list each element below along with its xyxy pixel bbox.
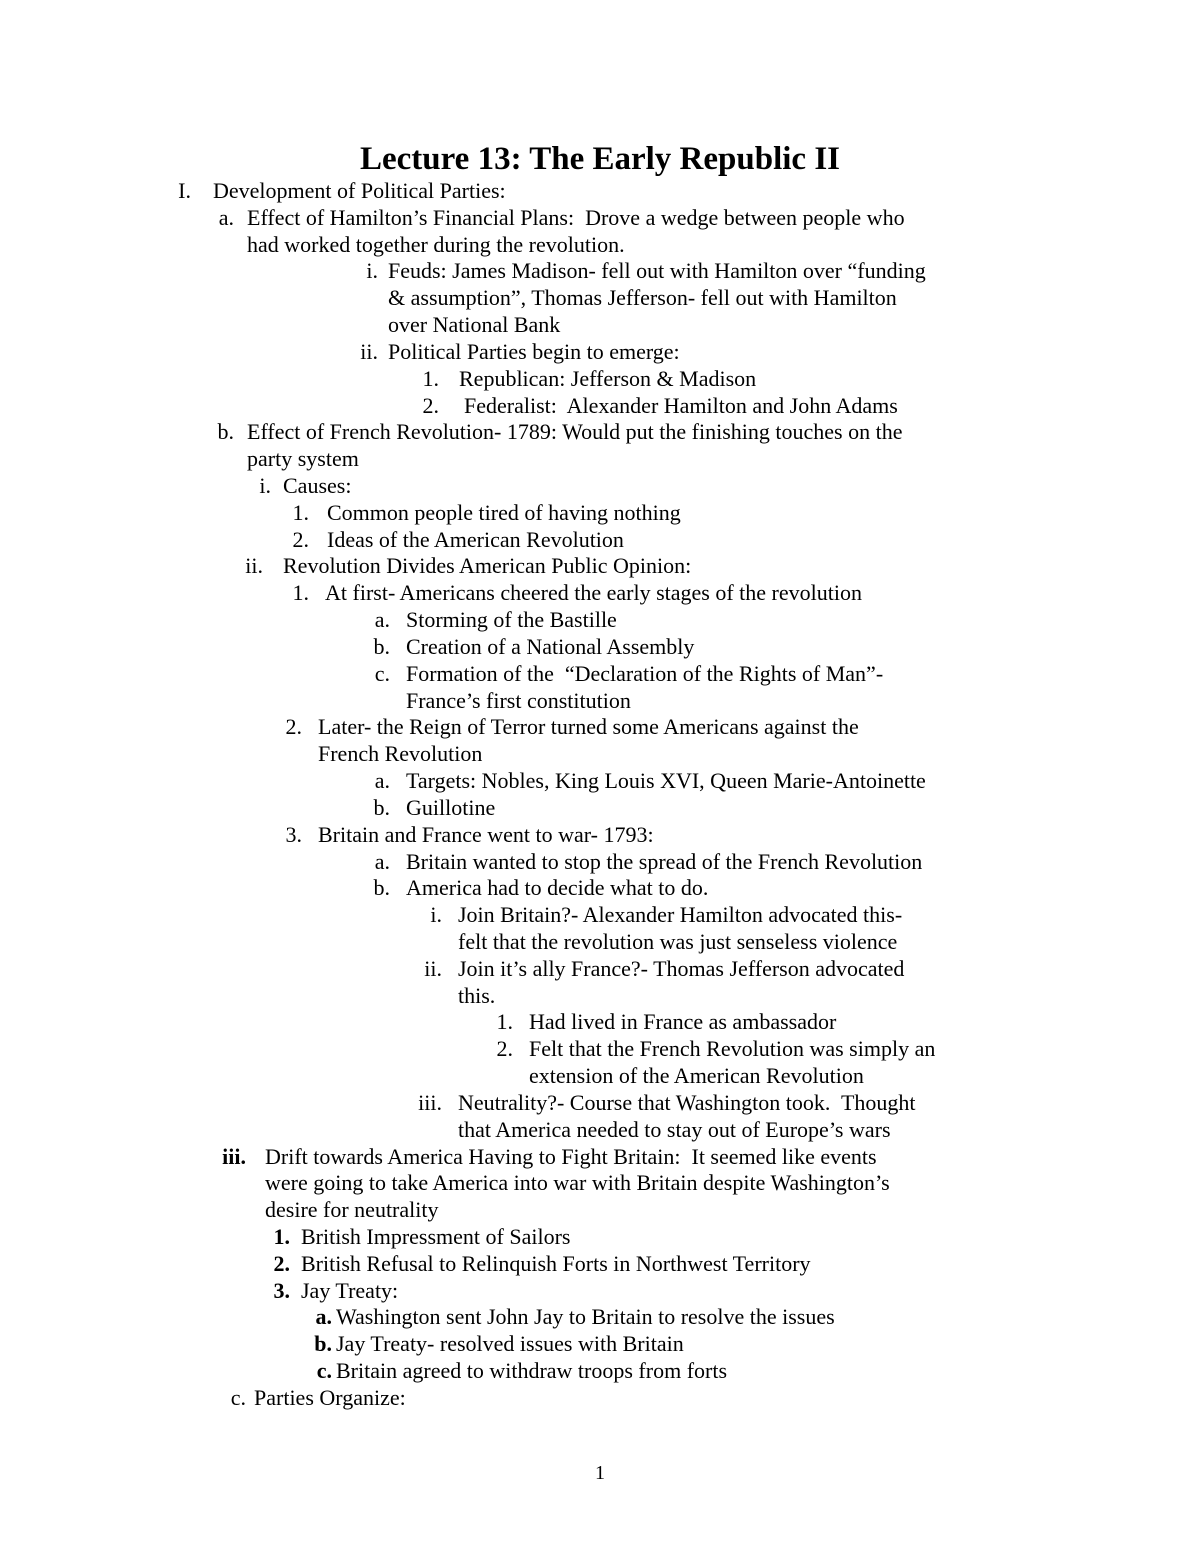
page-title: Lecture 13: The Early Republic II	[359, 141, 841, 177]
outline-text: Washington sent John Jay to Britain to resolve the issues	[336, 1304, 835, 1330]
outline-marker: 2.	[422, 392, 439, 418]
outline-text: Effect of Hamilton’s Financial Plans: Drove a wedge between people who	[247, 204, 905, 230]
outline-marker: 3.	[273, 1277, 290, 1303]
outline-text: Causes:	[283, 473, 352, 499]
outline-marker: 1.	[292, 499, 309, 525]
outline-marker: i.	[259, 473, 271, 499]
outline-text: Political Parties begin to emerge:	[388, 338, 680, 364]
outline-text: over National Bank	[388, 312, 561, 338]
outline-text: Britain wanted to stop the spread of the French Revolution	[406, 848, 923, 874]
outline-marker: 2.	[292, 526, 309, 552]
outline-text: Jay Treaty:	[301, 1277, 399, 1303]
outline-text: & assumption”, Thomas Jefferson- fell out with Hamilton	[388, 285, 897, 311]
outline-text: Creation of a National Assembly	[406, 633, 695, 659]
outline-marker: iii.	[418, 1089, 442, 1115]
outline-text: party system	[247, 446, 359, 472]
outline-marker: ii.	[245, 553, 263, 579]
outline-text: Guillotine	[406, 794, 496, 820]
outline-text: Storming of the Bastille	[406, 607, 617, 633]
outline-marker: ii.	[360, 338, 378, 364]
outline-text: Ideas of the American Revolution	[327, 526, 624, 552]
outline-marker: ii.	[424, 955, 442, 981]
outline-text: Neutrality?- Course that Washington took. Thought	[458, 1089, 916, 1115]
outline-marker: b.	[217, 419, 234, 445]
outline-text: France’s first constitution	[406, 687, 631, 713]
outline-text: Felt that the French Revolution was simply an	[529, 1036, 936, 1062]
outline-text: Republican: Jefferson & Madison	[459, 365, 757, 391]
outline-text: America had to decide what to do.	[406, 875, 709, 901]
outline-marker: i.	[430, 902, 442, 928]
outline-text: Britain agreed to withdraw troops from forts	[336, 1358, 728, 1384]
outline-text: had worked together during the revolution.	[247, 231, 625, 257]
outline-marker: c.	[230, 1384, 246, 1410]
outline-text: Development of Political Parties:	[213, 178, 506, 203]
outline-text: Join Britain?- Alexander Hamilton advocated this-	[458, 902, 903, 928]
outline-marker: a.	[374, 848, 390, 874]
outline-marker: 1.	[273, 1223, 290, 1249]
outline-text: desire for neutrality	[265, 1197, 439, 1223]
outline-marker: b.	[373, 875, 390, 901]
outline-marker: i.	[366, 258, 378, 284]
outline-text: extension of the American Revolution	[529, 1063, 864, 1089]
outline-marker: iii.	[222, 1143, 246, 1169]
outline-marker: 1.	[422, 365, 439, 391]
outline-text: British Refusal to Relinquish Forts in Northwest Territory	[301, 1250, 811, 1276]
outline-text: At first- Americans cheered the early stages of the revolution	[325, 580, 862, 606]
outline-text: Effect of French Revolution- 1789: Would put the finishing touches on the	[247, 419, 903, 445]
outline-text: Parties Organize:	[254, 1384, 406, 1410]
outline-text: Targets: Nobles, King Louis XVI, Queen Marie-Antoinette	[406, 768, 926, 794]
outline-text: British Impressment of Sailors	[301, 1223, 571, 1249]
outline-marker: I.	[178, 178, 191, 203]
outline-text: Had lived in France as ambassador	[529, 1009, 837, 1035]
outline-marker: a.	[315, 1304, 332, 1330]
outline-marker: c.	[316, 1358, 332, 1384]
outline-marker: b.	[314, 1331, 332, 1357]
outline-text: French Revolution	[318, 741, 483, 767]
outline-text: Join it’s ally France?- Thomas Jefferson advocated	[458, 955, 905, 981]
outline-text: Feuds: James Madison- fell out with Hamilton over “funding	[388, 258, 926, 284]
outline-marker: a.	[218, 204, 234, 230]
outline-marker: a.	[374, 607, 390, 633]
outline-text: this.	[458, 982, 496, 1008]
outline-text: Common people tired of having nothing	[327, 499, 681, 525]
outline-text: felt that the revolution was just senseless violence	[458, 928, 898, 954]
outline-text: Federalist: Alexander Hamilton and John Adams	[464, 392, 898, 418]
outline-marker: 1.	[496, 1009, 513, 1035]
outline-marker: 2.	[285, 714, 302, 740]
outline-text: Formation of the “Declaration of the Rights of Man”-	[406, 660, 884, 686]
outline-marker: 1.	[292, 580, 309, 606]
outline-marker: a.	[374, 768, 390, 794]
outline-marker: 3.	[285, 821, 302, 847]
outline-text: Revolution Divides American Public Opinion:	[283, 553, 692, 579]
outline-marker: b.	[373, 794, 390, 820]
outline-text: Later- the Reign of Terror turned some Americans against the	[318, 714, 859, 740]
outline-marker: 2.	[273, 1250, 290, 1276]
outline-text: Drift towards America Having to Fight Britain: It seemed like events	[265, 1143, 877, 1169]
page-number: 1	[595, 1462, 605, 1484]
outline-marker: c.	[374, 660, 390, 686]
outline-marker: b.	[373, 633, 390, 659]
outline-text: Jay Treaty- resolved issues with Britain	[336, 1331, 684, 1357]
outline-marker: 2.	[496, 1036, 513, 1062]
outline-text: Britain and France went to war- 1793:	[318, 821, 654, 847]
outline-text: were going to take America into war with Britain despite Washington’s	[265, 1170, 890, 1196]
outline-text: that America needed to stay out of Europe’s wars	[458, 1116, 891, 1142]
